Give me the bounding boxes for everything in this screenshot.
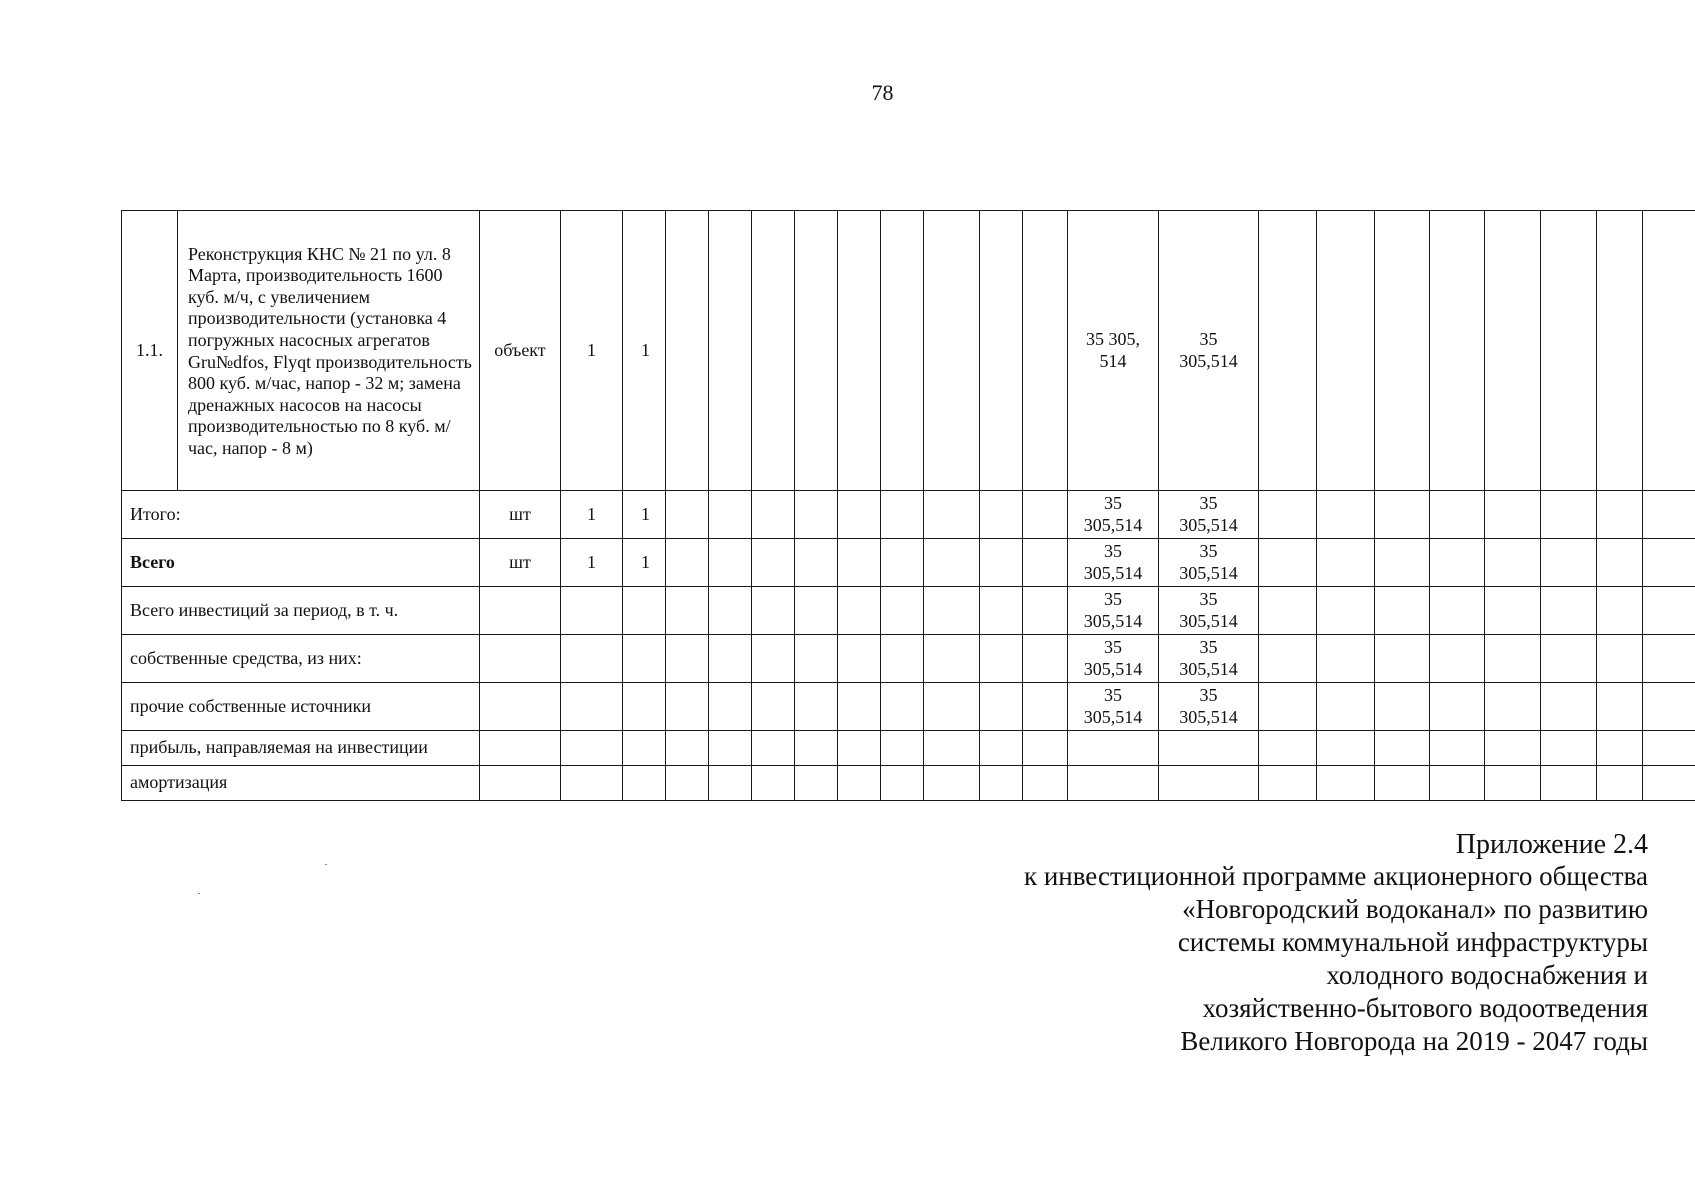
appendix-note	[1024, 828, 1648, 1058]
item-description: Реконструкция КНС № 21 по ул. 8 Марта, производительность 1600 куб. м/ч, с увеличением производительности (установка 4 погружных насосных агрегатов Gru№dfos, Flyqt производительность 800 куб. м/час, напор - 32 м; замена дренажных насосов на насосы производительностью по 8 куб. м/час, напор - 8 м)	[178, 211, 480, 491]
other-sources-sum-b	[1159, 683, 1259, 731]
item-sum-b-line1: 35	[1199, 328, 1218, 349]
itogo-unit: шт	[480, 491, 561, 539]
invest-total-sum-b	[1159, 587, 1259, 635]
vsego-label: Всего	[122, 539, 480, 587]
item-sum-b	[1159, 211, 1259, 491]
vsego-qty-a: 1	[561, 539, 623, 587]
investment-table	[121, 210, 1695, 801]
vsego-sum-b-line1: 35	[1199, 540, 1218, 561]
vsego-sum-a-line2: 305,514	[1083, 562, 1143, 583]
item-number: 1.1.	[122, 211, 178, 491]
own-funds-sum-a	[1068, 635, 1159, 683]
appendix-line: холодного водоснабжения и	[1326, 960, 1648, 990]
itogo-qty-b: 1	[623, 491, 666, 539]
invest-total-sum-a-line1: 35	[1104, 588, 1122, 609]
table-row-vsego	[122, 539, 1695, 587]
table-row-itogo	[122, 491, 1695, 539]
item-sum-a-line1: 35 305,	[1086, 328, 1140, 349]
other-sources-sum-b-line2: 305,514	[1179, 706, 1238, 727]
other-sources-sum-b-line1: 35	[1199, 684, 1218, 705]
invest-total-sum-b-line1: 35	[1199, 588, 1218, 609]
itogo-sum-b-line1: 35	[1199, 492, 1218, 513]
table-row-item-1-1	[122, 211, 1695, 491]
appendix-line: хозяйственно-бытового водоотведения	[1202, 993, 1648, 1023]
table-row-invest-total	[122, 587, 1695, 635]
table-row-own-funds	[122, 635, 1695, 683]
scan-speck	[198, 893, 200, 894]
appendix-title: Приложение 2.4	[1455, 829, 1648, 860]
vsego-unit: шт	[480, 539, 561, 587]
itogo-qty-a: 1	[561, 491, 623, 539]
vsego-sum-a	[1068, 539, 1159, 587]
page-number: 78	[871, 80, 894, 105]
other-sources-label: прочие собственные источники	[122, 683, 480, 731]
profit-label: прибыль, направляемая на инвестиции	[122, 731, 480, 766]
itogo-label: Итого:	[122, 491, 480, 539]
item-sum-a-line2: 514	[1099, 350, 1127, 371]
own-funds-sum-b-line1: 35	[1199, 636, 1218, 657]
scan-speck	[325, 864, 327, 865]
item-qty-b: 1	[623, 211, 666, 491]
vsego-qty-b: 1	[623, 539, 666, 587]
vsego-sum-a-line1: 35	[1104, 540, 1122, 561]
itogo-sum-a-line1: 35	[1104, 492, 1122, 513]
appendix-line: «Новгородский водоканал» по развитию	[1182, 894, 1648, 924]
other-sources-sum-a	[1068, 683, 1159, 731]
itogo-sum-a	[1068, 491, 1159, 539]
invest-total-label: Всего инвестиций за период, в т. ч.	[122, 587, 480, 635]
item-sum-b-line2: 305,514	[1179, 350, 1238, 371]
own-funds-sum-b	[1159, 635, 1259, 683]
own-funds-label: собственные средства, из них:	[122, 635, 480, 683]
appendix-line: системы коммунальной инфраструктуры	[1177, 927, 1648, 957]
own-funds-sum-a-line2: 305,514	[1083, 658, 1143, 679]
invest-total-sum-b-line2: 305,514	[1179, 610, 1238, 631]
itogo-sum-b-line2: 305,514	[1179, 514, 1238, 535]
item-unit: объект	[480, 211, 561, 491]
amortization-label: амортизация	[122, 766, 480, 801]
other-sources-sum-a-line2: 305,514	[1083, 706, 1143, 727]
vsego-sum-b	[1159, 539, 1259, 587]
item-sum-a	[1068, 211, 1159, 491]
own-funds-sum-b-line2: 305,514	[1179, 658, 1238, 679]
own-funds-sum-a-line1: 35	[1104, 636, 1122, 657]
table-row-profit	[122, 731, 1695, 766]
table-row-amortization	[122, 766, 1695, 801]
vsego-sum-b-line2: 305,514	[1179, 562, 1238, 583]
invest-total-sum-a-line2: 305,514	[1083, 610, 1143, 631]
item-qty-a: 1	[561, 211, 623, 491]
other-sources-sum-a-line1: 35	[1104, 684, 1122, 705]
appendix-line: к инвестиционной программе акционерного общества	[1023, 861, 1648, 891]
appendix-line: Великого Новгорода на 2019 - 2047 годы	[1180, 1026, 1648, 1056]
itogo-sum-a-line2: 305,514	[1083, 514, 1143, 535]
itogo-sum-b	[1159, 491, 1259, 539]
table-row-other-sources	[122, 683, 1695, 731]
invest-total-sum-a	[1068, 587, 1159, 635]
